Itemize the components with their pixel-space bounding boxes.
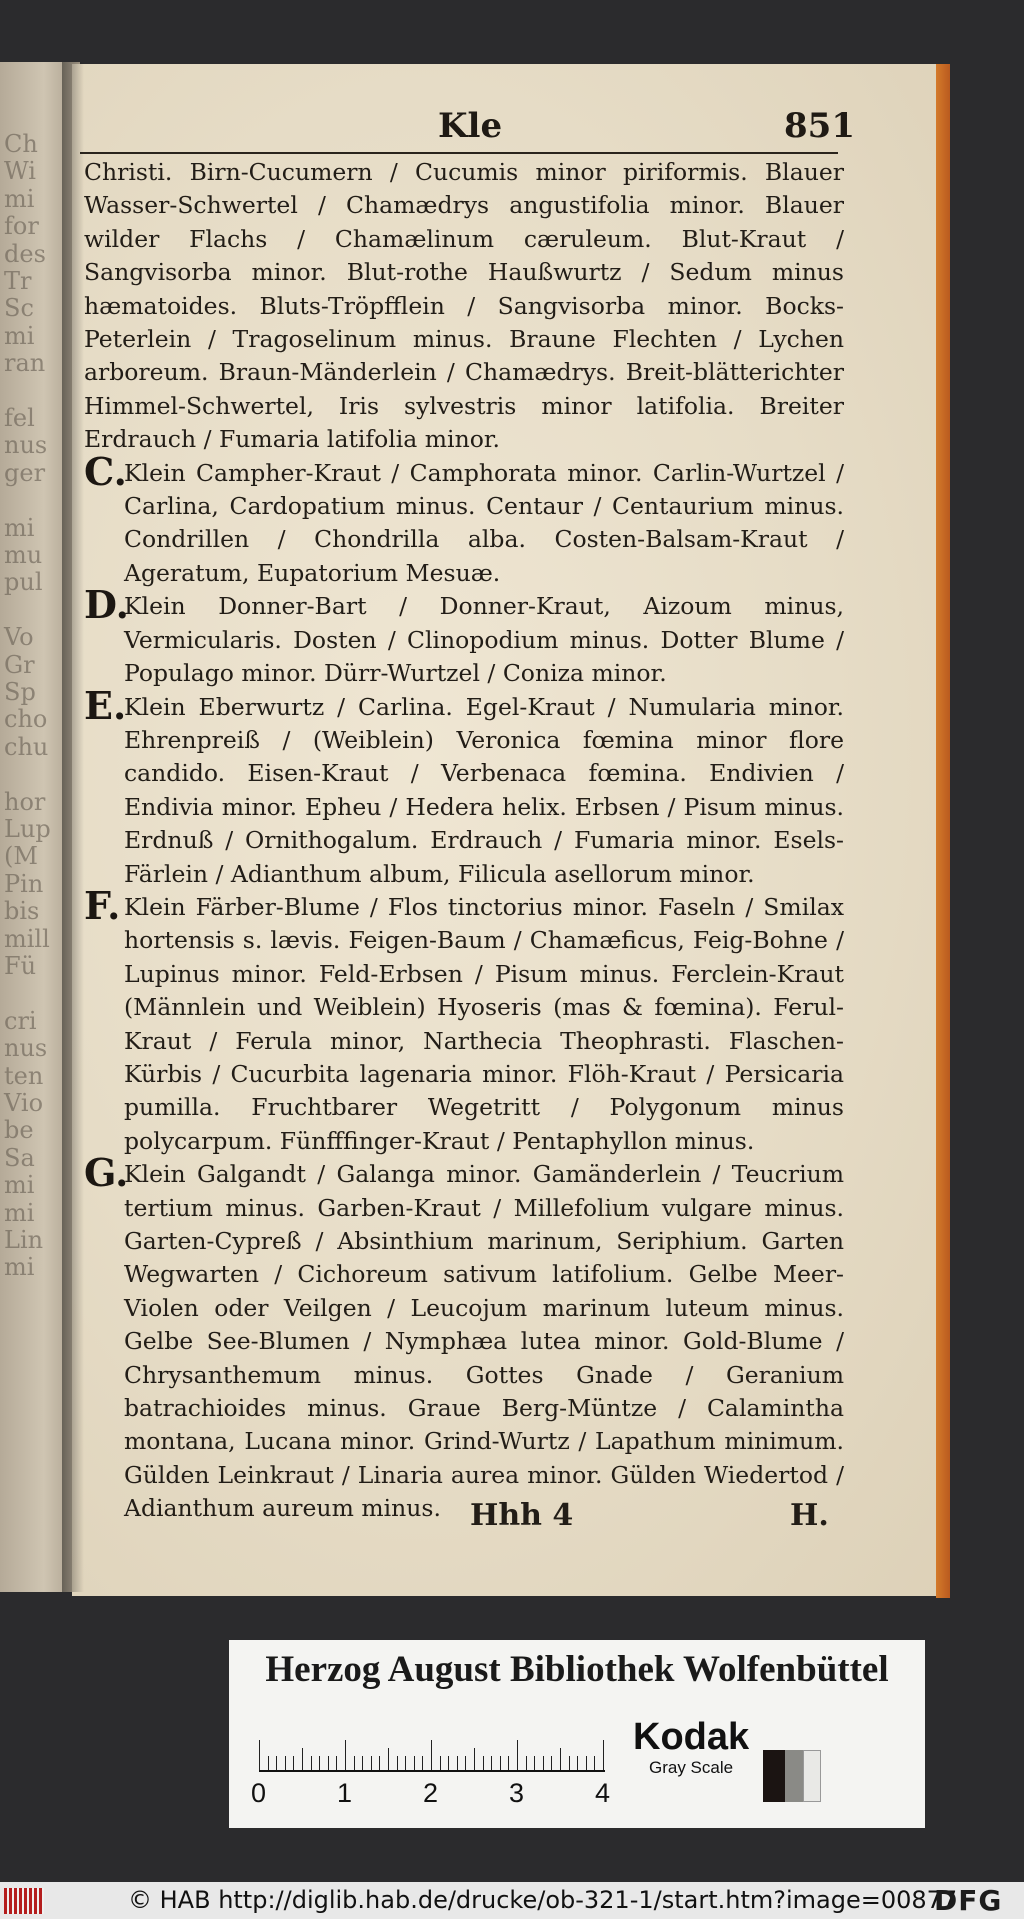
section-text: Klein Eberwurtz / Carlina. Egel-Kraut / Numularia minor. Ehrenpreiß / (Weiblein) Veronica fœmina minor flore candido. Eisen-Kraut / Verbenaca fœmina. Endivien / Endivia minor. Epheu / Hedera helix. Erbsen / Pisum minus. Erdnuß / Ornithogalum. Erdrauch / Fumaria minor. Esels-Färlein / Adianthum album, Filicula asellorum minor. [124, 692, 844, 888]
previous-page-fragment: cri [4, 1006, 37, 1035]
entry-section [84, 156, 844, 457]
copyright-link[interactable]: © HAB http://diglib.hab.de/drucke/ob-321-1/start.htm?image=00877 [128, 1886, 958, 1914]
ruler-tick [302, 1748, 303, 1770]
ruler-line [259, 1770, 605, 1772]
ruler-tick [440, 1756, 441, 1770]
entry-section [84, 582, 844, 690]
ruler-tick [586, 1756, 587, 1770]
ruler-tick [328, 1756, 329, 1770]
ruler-tick [483, 1756, 484, 1770]
ruler-scale [253, 1714, 633, 1814]
page-number: 851 [784, 106, 855, 146]
ruler-tick [603, 1740, 604, 1770]
entry-section [84, 882, 844, 1158]
ruler-tick [465, 1756, 466, 1770]
ruler-tick [345, 1740, 346, 1770]
entry-section [84, 448, 844, 591]
library-label-card [229, 1640, 925, 1828]
ruler-tick [534, 1756, 535, 1770]
ruler-tick [569, 1756, 570, 1770]
ruler-tick [379, 1756, 380, 1770]
dfg-logo: DFG [934, 1884, 1003, 1917]
ruler-tick [405, 1756, 406, 1770]
previous-page-fragment: cho [4, 705, 48, 734]
entry-section [84, 1150, 844, 1525]
ruler-tick [474, 1748, 475, 1770]
ruler-tick [560, 1748, 561, 1770]
previous-page-fragment: pul [4, 568, 43, 597]
previous-page-fragment: Vo [4, 623, 34, 652]
previous-page-fragment: ran [4, 349, 46, 378]
library-name: Herzog August Bibliothek Wolfenbüttel [265, 1649, 889, 1690]
ruler-tick [448, 1756, 449, 1770]
previous-page-fragment: Sc [4, 294, 34, 323]
viewer-footer [0, 1882, 1024, 1919]
entry-section [84, 682, 844, 891]
gray-scale-patch [763, 1750, 821, 1802]
previous-page-fragment: Gr [4, 650, 35, 679]
section-initial: D. [84, 582, 129, 628]
previous-page-fragment: mi [4, 1198, 35, 1227]
previous-page-fragment: mi [4, 513, 35, 542]
previous-page-fragment: be [4, 1116, 34, 1145]
previous-page-fragment: (M [4, 842, 38, 871]
section-initial: G. [84, 1150, 129, 1196]
previous-page-fragment: chu [4, 732, 49, 761]
previous-page-fragment: Ch [4, 130, 38, 158]
gutter-shadow [62, 62, 84, 1592]
previous-page-fragment: ger [4, 458, 46, 487]
ruler-tick [371, 1756, 372, 1770]
ruler-tick [293, 1756, 294, 1770]
previous-page-fragment: fel [4, 404, 35, 432]
ruler-tick [577, 1756, 578, 1770]
previous-page-fragment: Pin [4, 869, 44, 898]
ruler-tick [491, 1756, 492, 1770]
previous-page-fragment: mi [4, 321, 35, 350]
previous-page-fragment: Sp [4, 678, 36, 706]
ruler-tick [543, 1756, 544, 1770]
section-initial: F. [84, 882, 121, 928]
previous-page-fragment: Tr [4, 267, 32, 295]
ruler-tick [551, 1756, 552, 1770]
ruler-tick [336, 1756, 337, 1770]
page-body [84, 156, 844, 1526]
previous-page-fragment: hor [4, 787, 46, 816]
ruler-tick [594, 1756, 595, 1770]
section-initial: C. [84, 448, 127, 494]
ruler-tick [285, 1756, 286, 1770]
ruler-tick [259, 1740, 260, 1770]
previous-page-fragment: mu [4, 541, 43, 569]
ruler-tick [268, 1756, 269, 1770]
previous-page-fragment: Vio [4, 1089, 44, 1117]
ruler-tick [517, 1740, 518, 1770]
previous-page-fragment: Lup [4, 815, 51, 843]
ruler-tick [431, 1740, 432, 1770]
book-page [72, 64, 946, 1596]
previous-page-fragment: mi [4, 184, 35, 213]
previous-page-fragment: des [4, 239, 46, 268]
running-head-word: Kle [438, 106, 503, 146]
ruler-number: 1 [337, 1778, 353, 1808]
kodak-logo: Kodak [633, 1716, 750, 1758]
catchword: H. [790, 1498, 829, 1533]
running-head [72, 106, 946, 146]
section-text: Klein Donner-Bart / Donner-Kraut, Aizoum minus, Vermicularis. Dosten / Clinopodium minus. Dotter Blume / Populago minor. Dürr-Wurtzel / Coniza minor. [124, 592, 844, 688]
ruler-tick [500, 1756, 501, 1770]
previous-page-fragment: ten [4, 1061, 44, 1090]
gray-scale-label: Gray Scale [649, 1758, 734, 1777]
ruler-tick [422, 1756, 423, 1770]
section-text: Klein Galgandt / Galanga minor. Gamänderlein / Teucrium tertium minus. Garben-Kraut / Millefolium vulgare minus. Garten-Cypreß / Absinthium marinum, Seriphium. Garten Wegwarten / Cichoreum sativum latifolium. Gelbe Meer-Violen oder Veilgen / Leucojum marinum luteum minus. Gelbe See-Blumen / Nymphæa lutea minor. Gold-Blume / Chrysanthemum minus. Gottes Gnade / Geranium batrachioides minus. Graue Berg-Müntze / Calamintha montana, Lucana minor. Grind-Wurtz / Lapathum minimum. Gülden Leinkraut / Linaria aurea minor. Gülden Wiedertod / Adianthum aureum minus. [124, 1160, 844, 1523]
section-initial: E. [84, 682, 127, 728]
ruler-tick [457, 1756, 458, 1770]
previous-page-fragment: nus [4, 1034, 48, 1063]
signature-mark: Hhh 4 [470, 1498, 574, 1533]
previous-page-fragment: Wi [4, 157, 36, 186]
ruler-tick [319, 1756, 320, 1770]
ruler-tick [388, 1748, 389, 1770]
hab-bars-logo [4, 1888, 44, 1914]
ruler-tick [526, 1756, 527, 1770]
previous-page-fragment: mi [4, 1171, 35, 1200]
ruler-tick [311, 1756, 312, 1770]
previous-page-fragment: bis [4, 897, 40, 926]
previous-page-fragment: nus [4, 431, 48, 460]
ruler-tick [354, 1756, 355, 1770]
previous-page-fragment: mill [4, 924, 50, 953]
previous-page-fragment: Sa [4, 1143, 35, 1172]
ruler-tick [362, 1756, 363, 1770]
section-text: Klein Färber-Blume / Flos tinctorius minor. Faseln / Smilax hortensis s. lævis. Feigen-Baum / Chamæficus, Feig-Bohne / Lupinus minor. Feld-Erbsen / Pisum minus. Ferclein-Kraut (Männlein und Weiblein) Hyoseris (mas & fœmina). Ferul-Kraut / Ferula minor, Narthecia Theophrasti. Flaschen-Kürbis / Cucurbita lagenaria minor. Flöh-Kraut / Persicaria pumilla. Fruchtbarer Wegetritt / Polygonum minus polycarpum. Fünfffinger-Kraut / Pentaphyllon minus. [124, 892, 844, 1155]
previous-page-fragment: Lin [4, 1226, 44, 1254]
ruler-tick [508, 1756, 509, 1770]
previous-page-fragment: Fü [4, 952, 37, 980]
previous-page-fragment: mi [4, 1253, 35, 1282]
section-text: Klein Campher-Kraut / Camphorata minor. Carlin-Wurtzel / Carlina, Cardopatium minus. Centaur / Centaurium minus. Condrillen / Chondrilla alba. Costen-Balsam-Kraut / Ageratum, Eupatorium Mesuæ. [124, 458, 844, 587]
ruler-number: 2 [423, 1778, 439, 1808]
ruler-tick [397, 1756, 398, 1770]
ruler-number: 4 [595, 1778, 611, 1808]
ruler-number: 3 [509, 1778, 525, 1808]
previous-page-fragment: for [4, 212, 39, 241]
page-edge [936, 64, 950, 1598]
header-rule [80, 152, 838, 154]
section-text: Christi. Birn-Cucumern / Cucumis minor piriformis. Blauer Wasser-Schwertel / Chamædrys angustifolia minor. Blauer wilder Flachs / Chamælinum cæruleum. Blut-Kraut / Sangvisorba minor. Blut-rothe Haußwurtz / Sedum minus hæmatoides. Bluts-Tröpfflein / Sangvisorba minor. Bocks-Peterlein / Tragoselinum minus. Braune Flechten / Lychen arboreum. Braun-Mänderlein / Chamædrys. Breit-blätterichter Himmel-Schwertel, Iris sylvestris minor latifolia. Breiter Erdrauch / Fumaria latifolia minor. [84, 158, 844, 454]
ruler-tick [414, 1756, 415, 1770]
ruler-tick [276, 1756, 277, 1770]
ruler-number: 0 [251, 1778, 267, 1808]
